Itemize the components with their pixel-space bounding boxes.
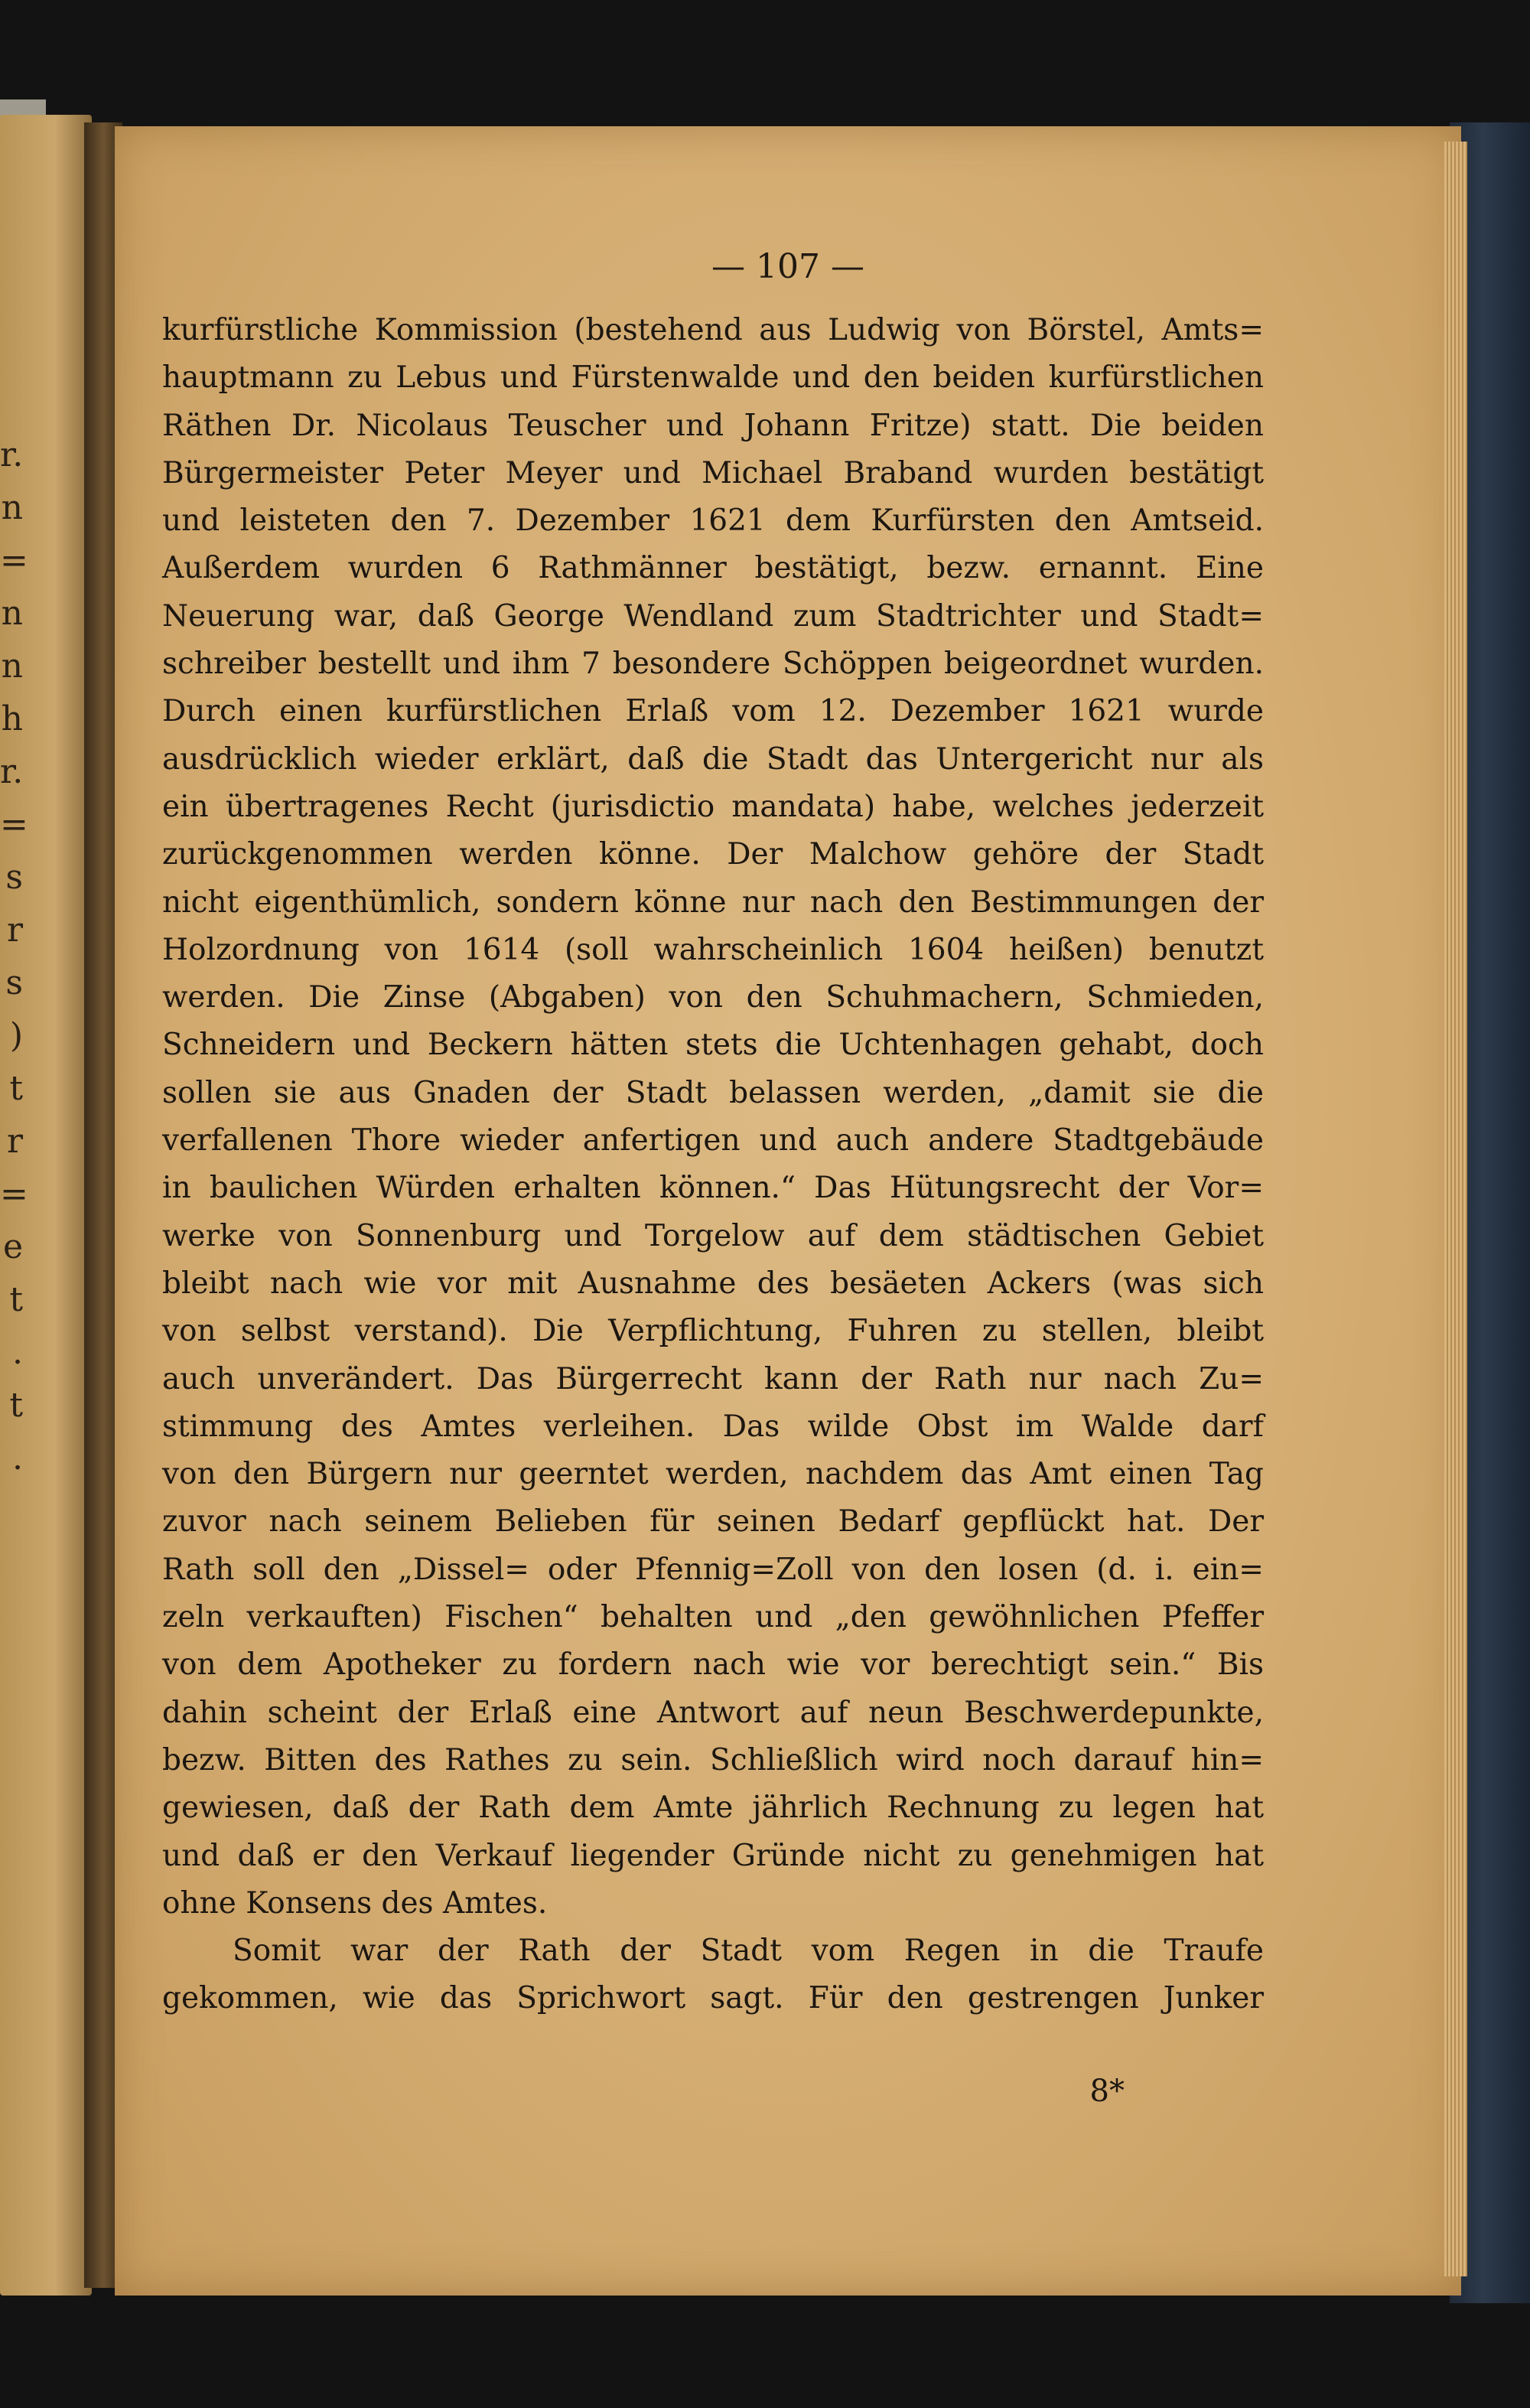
- text-line: Räthen Dr. Nicolaus Teuscher und Johann Fritze) statt. Die beiden: [162, 408, 1264, 443]
- text-line: stimmung des Amtes verleihen. Das wilde Obst im Walde darf: [162, 1409, 1264, 1444]
- text-line: ohne Konsens des Amtes.: [162, 1885, 548, 1921]
- text-line: von selbst verstand). Die Verpflichtung, Fuhren zu stellen, bleibt: [162, 1314, 1264, 1349]
- text-line: zurückgenommen werden könne. Der Malchow gehöre der Stadt: [162, 837, 1264, 872]
- text-line: Bürgermeister Peter Meyer und Michael Braband wurden bestätigt: [162, 455, 1264, 490]
- text-line: Schneidern und Beckern hätten stets die Uchtenhagen gehabt, doch: [162, 1028, 1264, 1063]
- text-line: in baulichen Würden erhalten können.“ Das Hütungsrecht der Vor=: [162, 1171, 1264, 1206]
- body-text: [162, 307, 1264, 2023]
- text-line: bleibt nach wie vor mit Ausnahme des besäeten Ackers (was sich: [162, 1266, 1264, 1301]
- page-number: — 107 —: [711, 247, 864, 286]
- text-line: Außerdem wurden 6 Rathmänner bestätigt, bezw. ernannt. Eine: [162, 551, 1264, 586]
- text-line: auch unverändert. Das Bürgerrecht kann der Rath nur nach Zu=: [162, 1361, 1264, 1396]
- page-edges: [1444, 142, 1467, 2276]
- book-page: [115, 126, 1461, 2296]
- text-line: Rath soll den „Dissel= oder Pfennig=Zoll von den losen (d. i. ein=: [162, 1552, 1264, 1587]
- text-line: bezw. Bitten des Rathes zu sein. Schließlich wird noch darauf hin=: [162, 1742, 1264, 1777]
- left-page-edge: [0, 115, 92, 2296]
- text-line: ein übertragenes Recht (jurisdictio mandata) habe, welches jederzeit: [162, 789, 1264, 824]
- text-line: zuvor nach seinem Belieben für seinen Bedarf gepflückt hat. Der: [162, 1504, 1264, 1540]
- text-line: gewiesen, daß der Rath dem Amte jährlich Rechnung zu legen hat: [162, 1791, 1264, 1826]
- left-page-fragments: r. n = n n h r. = s r s ) t r = e t . t .: [0, 435, 28, 1478]
- text-line: und daß er den Verkauf liegender Gründe nicht zu genehmigen hat: [162, 1838, 1264, 1873]
- text-line: Neuerung war, daß George Wendland zum Stadtrichter und Stadt=: [162, 598, 1264, 634]
- text-line: werke von Sonnenburg und Torgelow auf dem städtischen Gebiet: [162, 1218, 1264, 1253]
- text-line: sollen sie aus Gnaden der Stadt belassen werden, „damit sie die: [162, 1075, 1264, 1110]
- text-line: verfallenen Thore wieder anfertigen und auch andere Stadtgebäude: [162, 1123, 1264, 1158]
- text-line: hauptmann zu Lebus und Fürstenwalde und den beiden kurfürstlichen: [162, 360, 1264, 396]
- text-line: kurfürstliche Kommission (bestehend aus Ludwig von Börstel, Amts=: [162, 313, 1264, 347]
- text-line: gekommen, wie das Sprichwort sagt. Für den gestrengen Junker: [162, 1981, 1264, 2016]
- text-line: Somit war der Rath der Stadt vom Regen in die Traufe: [233, 1934, 1264, 1969]
- text-line: nicht eigenthümlich, sondern könne nur nach den Bestimmungen der: [162, 885, 1264, 920]
- text-line: dahin scheint der Erlaß eine Antwort auf neun Beschwerdepunkte,: [162, 1695, 1264, 1730]
- text-line: Durch einen kurfürstlichen Erlaß vom 12. Dezember 1621 wurde: [162, 694, 1264, 729]
- text-line: schreiber bestellt und ihm 7 besondere Schöppen beigeordnet wurden.: [162, 647, 1264, 682]
- signature-mark: 8*: [1089, 2074, 1125, 2109]
- text-line: von den Bürgern nur geerntet werden, nachdem das Amt einen Tag: [162, 1457, 1264, 1492]
- text-line: Holzordnung von 1614 (soll wahrscheinlich 1604 heißen) benutzt: [162, 932, 1264, 967]
- text-line: zeln verkauften) Fischen“ behalten und „den gewöhnlichen Pfeffer: [162, 1600, 1264, 1635]
- text-line: und leisteten den 7. Dezember 1621 dem Kurfürsten den Amtseid.: [162, 503, 1264, 539]
- text-line: von dem Apotheker zu fordern nach wie vor berechtigt sein.“ Bis: [162, 1647, 1264, 1683]
- text-line: werden. Die Zinse (Abgaben) von den Schuhmachern, Schmieden,: [162, 980, 1264, 1015]
- text-line: ausdrücklich wieder erklärt, daß die Stadt das Untergericht nur als: [162, 741, 1264, 777]
